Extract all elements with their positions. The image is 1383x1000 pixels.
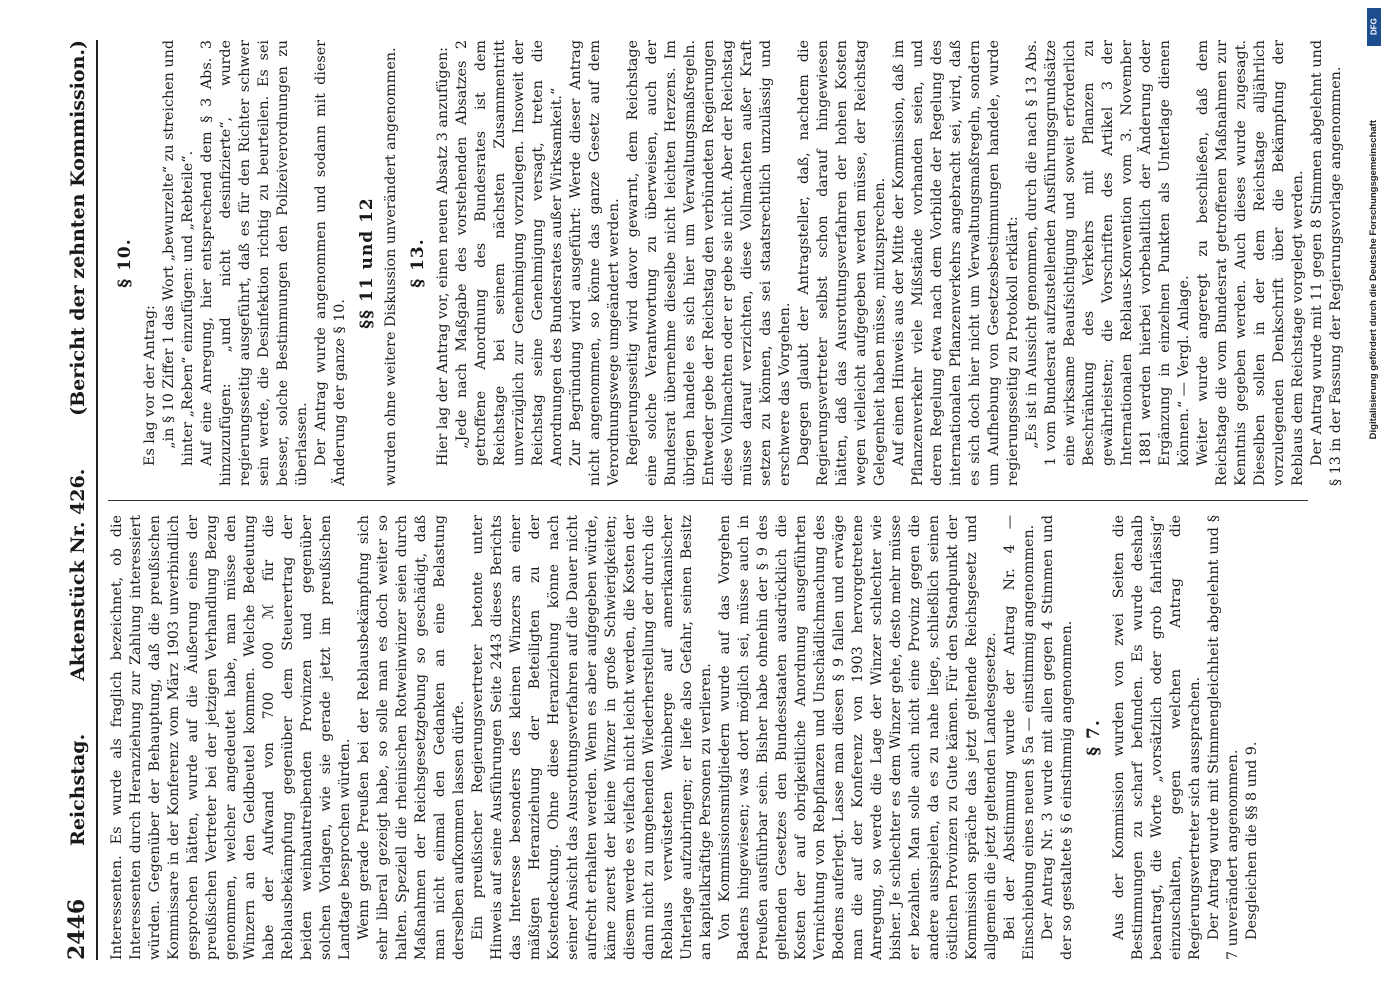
paragraph: Auf eine Anregung, hier entsprechend dem § 3 Abs. 3 hinzuzufügen: „und nicht desinfizierte“, wurde regierungsseitig ausgeführt, daß es für den Richter schwer sein werde, die Desinfektion richtig zu beurteilen. Es sei besser, solche Bestimmungen den Polizeiverordnungen zu überlassen.	[198, 40, 310, 486]
scanned-page	[50, 0, 1344, 1000]
left-column	[108, 500, 1308, 960]
text-columns	[108, 40, 1344, 960]
running-head	[64, 40, 94, 960]
paragraph: Interessenten. Es wurde als fraglich bezeichnet, ob die Interessenten durch Heranziehung zur Zahlung interessiert würden. Gegenüber der Behauptung, daß die preußischen Kommissare in der Konferenz vom März 1903 unverbindlich gesprochen hätten, wurde auf die Äußerung eines der preußischen Vertreter bei der jetzigen Verhandlung Bezug genommen, welcher angedeutet habe, man müsse den Winzern an den Geldbeutel kommen. Welche Bedeutung habe der Aufwand von 700 000 ℳ für die Reblausbekämpfung gegenüber dem Steuerertrag der beiden weinbautreibenden Provinzen und gegenüber solchen Vorlagen, wie sie gerade jetzt im preußischen Landtage besprochen würden.	[109, 515, 353, 960]
paragraph: Es lag vor der Antrag:	[141, 305, 158, 466]
header-right-title: (Bericht der zehnten Kommission.)	[67, 40, 89, 416]
paragraph: wurden ohne weitere Diskussion unverändert angenommen.	[383, 47, 400, 486]
header-center-title: Aktenstück Nr. 426.	[67, 468, 89, 681]
page-number: 2446	[64, 898, 90, 960]
paragraph: Bei der Abstimmung wurde der Antrag Nr. 4 — Einschiebung eines neuen § 5a — einstimmig angenommen.	[1002, 515, 1037, 960]
digitization-note: Digitalisierung gefördert durch die Deutsche Forschungsgemeinschaft	[1368, 120, 1379, 440]
header-rule	[96, 40, 98, 960]
dfg-logo: DFG	[1367, 8, 1381, 46]
section-heading-13: § 13.	[408, 238, 429, 288]
section-heading-10: § 10.	[115, 238, 135, 288]
paragraph: Weiter wurde angeregt zu beschließen, daß dem Reichstage die vom Bundesrat getroffenen Maßnahmen zur Kenntnis gegeben werden. Auch dieses wurde zugesagt. Dieselben sollen in der dem Reichstage alljährlich vorzulegenden Denkschrift über die Bekämpfung der Reblaus dem Reichstage vorgelegt werden.	[1194, 40, 1306, 486]
paragraph: Ein preußischer Regierungsvertreter betonte unter Hinweis auf seine Ausführungen Seite 2443 dieses Berichts das Interesse besonders des kleinen Winzers an einer mäßigen Heranziehung der Beteiligten zu der Kostendeckung. Ohne diese Heranziehung könne nach seiner Ansicht das Ausrottungsverfahren auf die Dauer nicht aufrecht erhalten werden. Wenn es aber aufgegeben würde, käme zuerst der kleine Winzer in große Schwierigkeiten; diesem werde es vielfach nicht leicht werden, die Kosten der dann nicht zu umgehenden Wiederherstellung der durch die Reblaus verwüsteten Weinberge auf amerikanischer Unterlage aufzubringen; er liefe also Gefahr, seinen Besitz an kapitalkräftige Personen zu verlieren.	[470, 515, 714, 960]
header-left-title: Reichstag.	[67, 733, 89, 846]
paragraph: Der Antrag wurde mit Stimmengleichheit abgelehnt und § 7 unverändert angenommen.	[1205, 515, 1241, 960]
section-heading-11-12: §§ 11 und 12	[356, 197, 377, 329]
quoted-motion: „Jede nach Maßgabe des vorstehenden Absatzes 2 getroffene Anordnung des Bundesrates ist dem Reichstage bei seinem nächsten Zusammentritt unverzüglich zur Genehmigung vorzulegen. Insoweit der Reichstag seine Genehmigung versagt, treten die Anordnungen des Bundesrates außer Wirksamkeit.“	[453, 40, 565, 466]
right-column	[108, 40, 1344, 500]
paragraph: Desgleichen die §§ 8 und 9.	[1243, 741, 1260, 940]
paragraph: Der Antrag wurde mit 11 gegen 8 Stimmen abgelehnt und § 13 in der Fassung der Regierungsvorlage angenommen.	[1308, 40, 1344, 486]
quoted-declaration: „Es ist in Aussicht genommen, durch die nach § 13 Abs. 1 vom Bundesrat aufzustellenden Ausführungsgrundsätze eine wirksame Beaufsichtigung und soweit erforderlich Beschränkung des Verkehrs mit Pflanzen zu gewährleisten; die Vorschriften des Artikel 3 der Internationalen Reblaus-Konvention vom 3. November 1881 werden hierbei vorbehaltlich der Änderung oder Ergänzung in einzelnen Punkten als Unterlage dienen können.“ — Vergl. Anlage.	[1023, 40, 1192, 466]
paragraph: Der Antrag wurde angenommen und sodann mit dieser Änderung der ganze § 10.	[312, 40, 348, 486]
paragraph: Dagegen glaubt der Antragsteller, daß, nachdem die Regierungsvertreter selbst schon darauf hingewiesen hätten, daß das Ausrottungsverfahren der hohen Kosten wegen vielleicht aufgegeben werden müsse, der Reichstag Gelegenheit haben müsse, mitzusprechen.	[795, 40, 888, 486]
paragraph: Wenn gerade Preußen bei der Reblausbekämpfung sich sehr liberal gezeigt habe, so solle man es doch weiter so halten. Speziell die rheinischen Rotweinwinzer seien durch Maßnahmen der Reichsgesetzgebung so geschädigt, daß man nicht einmal den Gedanken an eine Belastung derselben aufkommen lassen dürfe.	[356, 515, 467, 960]
quoted-motion: „in § 10 Ziffer 1 das Wort „bewurzelte“ zu streichen und hinter „Reben“ einzufügen: und „Rebteile“.	[160, 40, 196, 466]
paragraph: Der Antrag Nr. 3 wurde mit allen gegen 4 Stimmen und der so gestaltete § 6 einstimmig angenommen.	[1040, 515, 1075, 960]
section-heading-7: § 7.	[1084, 719, 1104, 756]
paragraph: Aus der Kommission wurden von zwei Seiten die Bestimmungen zu scharf befunden. Es wurde deshalb beantragt, die Worte „vorsätzlich oder grob fahrlässig“ einzuschalten, gegen welchen Antrag die Regierungsvertreter sich aussprachen.	[1110, 515, 1203, 960]
paragraph: Hier lag der Antrag vor, einen neuen Absatz 3 anzufügen:	[434, 46, 451, 466]
paragraph: Regierungsseitig wird davor gewarnt, dem Reichstage eine solche Verantwortung zu überweisen, auch der Bundesrat übernehme dieselbe nicht leichten Herzens. Im übrigen handele es sich hier um Verwaltungsmaßregeln. Entweder gebe der Reichstag den verbündeten Regierungen diese Vollmachten oder er gebe sie nicht. Aber der Reichstag müsse darauf verzichten, diese Vollmachten außer Kraft setzen zu können, das sei staatsrechtlich unzulässig und erschwere das Vorgehen.	[624, 40, 793, 486]
paragraph: Auf einen Hinweis aus der Mitte der Kommission, daß im Pflanzenverkehr viele Mißstände vorhanden seien, und deren Regelung etwa nach dem Vorbilde der Regelung des internationalen Pflanzenverkehrs angebracht sei, wird, daß es sich doch hier nicht um Verwaltungsmaßregeln, sondern um Aufhebung von Gesetzesbestimmungen handele, wurde regierungsseitig zu Protokoll erklärt:	[890, 40, 1021, 486]
paragraph: Zur Begründung wird ausgeführt: Werde dieser Antrag nicht angenommen, so könne das ganze Gesetz auf dem Verordnungswege umgeändert werden.	[567, 40, 622, 486]
paragraph: Von Kommissionsmitgliedern wurde auf das Vorgehen Badens hingewiesen; was dort möglich sei, müsse auch in Preußen ausführbar sein. Bisher habe ohnehin der § 9 des geltenden Gesetzes den Bundesstaaten ausdrücklich die Kosten der auf obrigkeitliche Anordnung ausgeführten Vernichtung von Rebpflanzen und Unschädlichmachung des Bodens auferlegt. Lasse man diesen § 9 fallen und erwäge man die auf der Konferenz von 1903 hervorgetretene Anregung, so werde die Lage der Winzer schlechter wie bisher. Je schlechter es dem Winzer gehe, desto mehr müsse er bezahlen. Man solle auch nicht eine Provinz gegen die andere ausspielen, da es zu nahe liege, schließlich seinen östlichen Provinzen zu Gute kämen. Für den Standpunkt der Kommission spräche das jetzt geltende Reichsgesetz und allgemein die jetzt geltenden Landesgesetze.	[717, 515, 999, 960]
